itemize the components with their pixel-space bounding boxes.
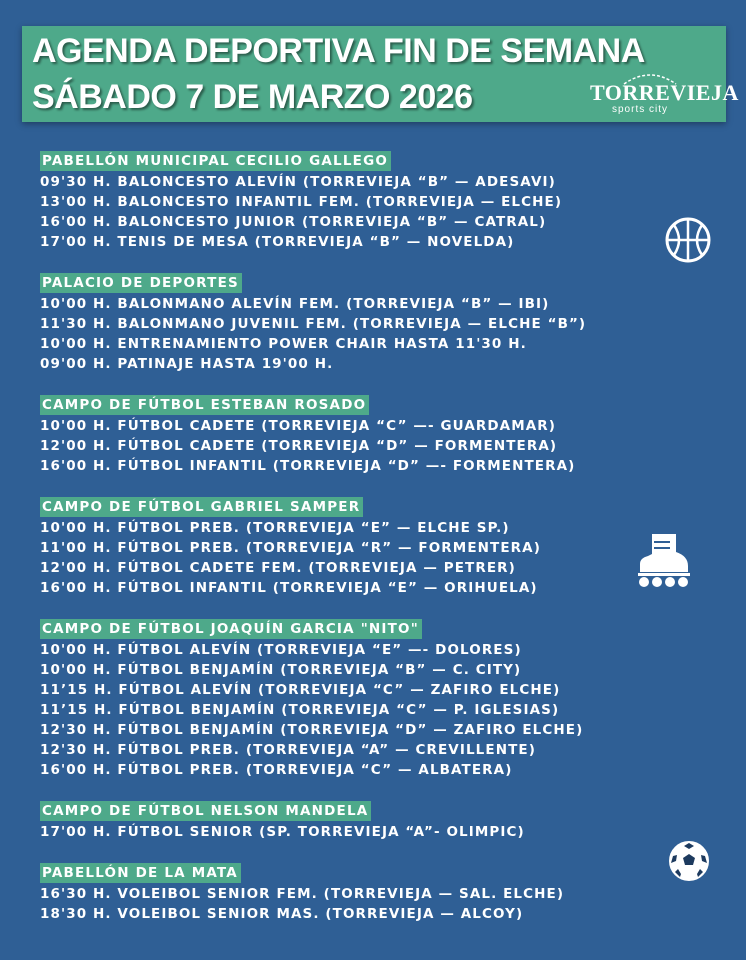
venue-section xyxy=(40,618,700,780)
event-item: 17'00 H. TENIS DE MESA (TORREVIEJA “B” — NOVELDA) xyxy=(40,234,515,250)
venue-section xyxy=(40,800,700,842)
event-item: 10'00 H. FÚTBOL BENJAMÍN (TORREVIEJA “B” — C. CITY) xyxy=(40,662,522,678)
event-item: 18'30 H. VOLEIBOL SENIOR MAS. (TORREVIEJA — ALCOY) xyxy=(40,906,524,922)
event-item: 09'30 H. BALONCESTO ALEVÍN (TORREVIEJA “B” — ADESAVI) xyxy=(40,174,556,190)
event-item: 10'00 H. FÚTBOL PREB. (TORREVIEJA “E” — ELCHE SP.) xyxy=(40,520,510,536)
event-item: 10'00 H. FÚTBOL CADETE (TORREVIEJA “C” —- GUARDAMAR) xyxy=(40,418,557,434)
page-date: SÁBADO 7 DE MARZO 2026 xyxy=(32,78,473,116)
venue-section xyxy=(40,862,700,924)
event-item: 16'00 H. FÚTBOL PREB. (TORREVIEJA “C” — ALBATERA) xyxy=(40,762,513,778)
venue-section xyxy=(40,496,700,598)
venue-title: CAMPO DE FÚTBOL JOAQUÍN GARCIA "NITO" xyxy=(40,619,422,639)
logo-tagline: sports city xyxy=(612,104,669,115)
venue-section xyxy=(40,394,700,476)
logo-wordmark: TORREVIEJA xyxy=(590,80,739,105)
event-item: 12'00 H. FÚTBOL CADETE (TORREVIEJA “D” — FORMENTERA) xyxy=(40,438,558,454)
venue-title: CAMPO DE FÚTBOL ESTEBAN ROSADO xyxy=(40,395,369,415)
venue-section xyxy=(40,272,700,374)
event-item: 10'00 H. ENTRENAMIENTO POWER CHAIR HASTA 11'30 H. xyxy=(40,336,527,352)
event-item: 13'00 H. BALONCESTO INFANTIL FEM. (TORREVIEJA — ELCHE) xyxy=(40,194,563,210)
venue-section xyxy=(40,150,700,252)
page-title: AGENDA DEPORTIVA FIN DE SEMANA xyxy=(32,32,645,70)
venue-title: PABELLÓN MUNICIPAL CECILIO GALLEGO xyxy=(40,151,391,171)
event-item: 11’15 H. FÚTBOL BENJAMÍN (TORREVIEJA “C” — P. IGLESIAS) xyxy=(40,702,560,718)
event-item: 10'00 H. FÚTBOL ALEVÍN (TORREVIEJA “E” —- DOLORES) xyxy=(40,642,522,658)
event-item: 17'00 H. FÚTBOL SENIOR (SP. TORREVIEJA “A”- OLIMPIC) xyxy=(40,824,525,840)
header-banner xyxy=(22,26,739,122)
venue-title: CAMPO DE FÚTBOL NELSON MANDELA xyxy=(40,801,371,821)
event-item: 11’15 H. FÚTBOL ALEVÍN (TORREVIEJA “C” — ZAFIRO ELCHE) xyxy=(40,682,561,698)
event-item: 11'00 H. FÚTBOL PREB. (TORREVIEJA “R” — FORMENTERA) xyxy=(40,540,541,556)
roller-skate-icon xyxy=(632,530,692,588)
venue-title: PABELLÓN DE LA MATA xyxy=(40,863,241,883)
venue-title: PALACIO DE DEPORTES xyxy=(40,273,242,293)
venue-title: CAMPO DE FÚTBOL GABRIEL SAMPER xyxy=(40,497,363,517)
basketball-icon xyxy=(664,216,712,264)
soccer-ball-icon xyxy=(668,840,710,882)
event-item: 16'00 H. FÚTBOL INFANTIL (TORREVIEJA “E” — ORIHUELA) xyxy=(40,580,538,596)
event-item: 11'30 H. BALONMANO JUVENIL FEM. (TORREVIEJA — ELCHE “B”) xyxy=(40,316,587,332)
torrevieja-logo xyxy=(590,70,739,115)
event-item: 10'00 H. BALONMANO ALEVÍN FEM. (TORREVIEJA “B” — IBI) xyxy=(40,296,550,312)
event-item: 16'00 H. FÚTBOL INFANTIL (TORREVIEJA “D” —- FORMENTERA) xyxy=(40,458,576,474)
event-item: 16'00 H. BALONCESTO JUNIOR (TORREVIEJA “B” — CATRAL) xyxy=(40,214,547,230)
event-item: 12'00 H. FÚTBOL CADETE FEM. (TORREVIEJA — PETRER) xyxy=(40,560,516,576)
event-item: 16'30 H. VOLEIBOL SENIOR FEM. (TORREVIEJA — SAL. ELCHE) xyxy=(40,886,565,902)
schedule-list xyxy=(40,150,700,944)
event-item: 09'00 H. PATINAJE HASTA 19'00 H. xyxy=(40,356,334,372)
event-item: 12'30 H. FÚTBOL PREB. (TORREVIEJA “A” — CREVILLENTE) xyxy=(40,742,536,758)
event-item: 12'30 H. FÚTBOL BENJAMÍN (TORREVIEJA “D” — ZAFIRO ELCHE) xyxy=(40,722,584,738)
